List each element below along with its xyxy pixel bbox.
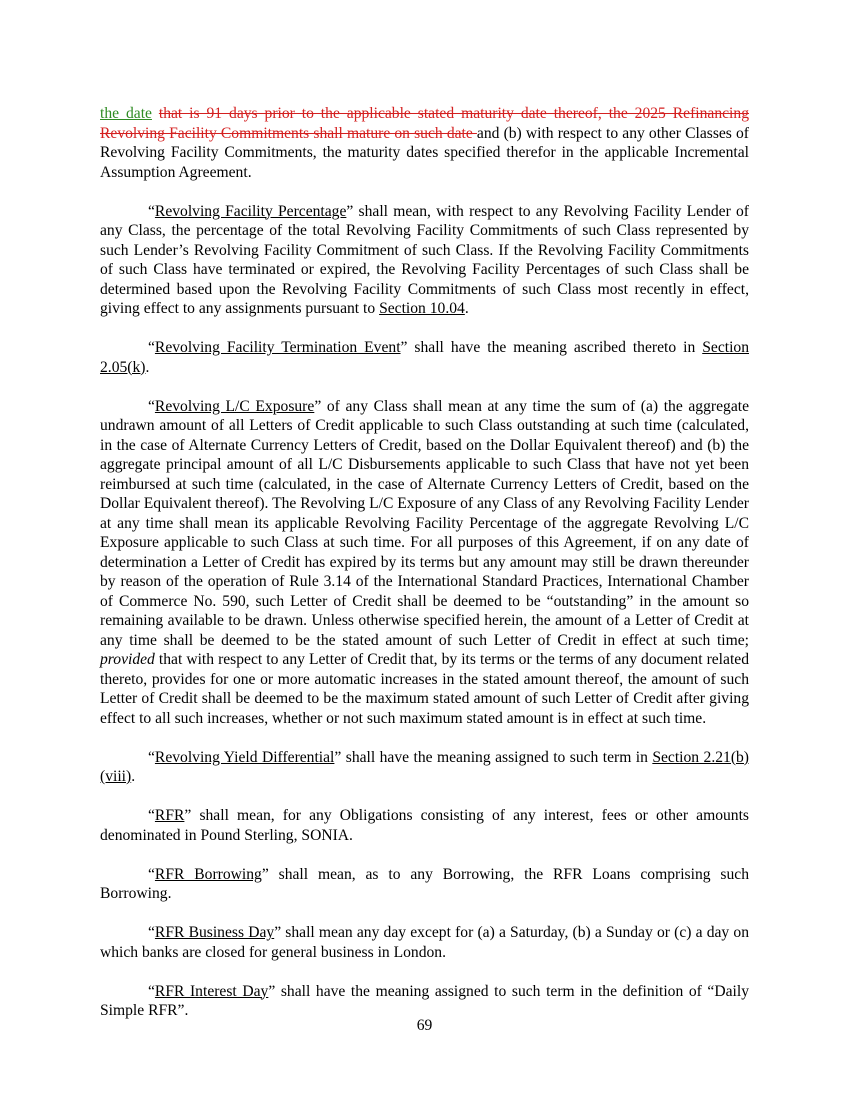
text-run: and (b) with respect to any other Classes of Revolving Facility Commitments, the maturity dates specified therefor in the applicable Incremental Assumption Agreement.	[100, 124, 749, 181]
underlined-term: Revolving Facility Percentage	[154, 202, 347, 220]
underlined-term: RFR Interest Day	[154, 982, 269, 1000]
underlined-term: RFR Borrowing	[154, 865, 262, 883]
definition-revolving-facility-percentage	[100, 202, 749, 319]
text-run: .	[464, 300, 469, 317]
underlined-term: Revolving L/C Exposure	[154, 397, 315, 415]
text-run: .	[131, 768, 136, 785]
text-run: “	[148, 748, 155, 766]
text-run: ” shall have the meaning assigned to such term in	[334, 748, 653, 766]
text-run: “	[148, 339, 155, 356]
definition-revolving-lc-exposure	[100, 397, 749, 729]
definition-revolving-yield-differential	[100, 748, 749, 787]
document-page	[100, 104, 749, 1040]
underlined-term: Section 2.21(b)(viii)	[100, 748, 749, 785]
definition-rfr-borrowing	[100, 865, 749, 904]
paragraph-maturity-date-continuation	[100, 104, 749, 182]
text-run: ” shall have the meaning assigned to such term in the definition of “Daily Simple RFR”.	[100, 982, 749, 1019]
underlined-term: RFR	[154, 807, 185, 824]
text-run: ” shall mean, for any Obligations consisting of any interest, fees or other amounts denominated in Pound Sterling, SONIA.	[100, 807, 749, 844]
text-run: ” of any Class shall mean at any time the sum of (a) the aggregate undrawn amount of all Letters of Credit applicable to such Class outstanding at such time (calculated, in the case of Alternate Currency Letters of Credit, based on the Dollar Equivalent thereof) and (b) the aggregate principal amount of all L/C Disbursements applicable to such Class that have not yet been reimbursed at such time (calculated, in the case of Alternate Currency Letters of Credit, based on the Dollar Equivalent thereof). The Revolving L/C Exposure of any Class of any Revolving Facility Lender at any time shall mean its applicable Revolving Facility Percentage of the aggregate Revolving L/C Exposure applicable to such Class at such time. For all purposes of this Agreement, if on any date of determination a Letter of Credit has expired by its terms but any amount may still be drawn thereunder by reason of the operation of Rule 3.14 of the International Standard Practices, International Chamber of Commerce No. 590, such Letter of Credit shall be deemed to be “outstanding” in the amount so remaining available to be drawn. Unless otherwise specified herein, the amount of a Letter of Credit at any time shall be deemed to be the stated amount of such Letter of Credit in effect at such time;	[100, 397, 749, 649]
underlined-term: Revolving Facility Termination Event	[154, 339, 401, 356]
page-number: 69	[416, 1017, 433, 1034]
text-run	[152, 105, 159, 122]
underlined-term: Section 10.04	[379, 300, 465, 317]
underlined-term: Section 2.05(k)	[100, 339, 749, 376]
definition-rfr-business-day	[100, 923, 749, 962]
text-run: “	[148, 982, 155, 1000]
definition-revolving-facility-termination-event	[100, 338, 749, 377]
italic-text: provided	[100, 651, 155, 668]
text-run: ” shall mean, with respect to any Revolving Facility Lender of any Class, the percentage of the total Revolving Facility Commitments of such Class represented by such Lender’s Revolving Facility Commitment of such Class. If the Revolving Facility Commitments of such Class have terminated or expired, the Revolving Facility Percentages of such Class shall be determined based upon the Revolving Facility Commitments of such Class most recently in effect, giving effect to any assignments pursuant to	[100, 202, 749, 317]
text-run: .	[145, 358, 150, 376]
text-run: ” shall have the meaning ascribed thereto in	[400, 339, 703, 356]
text-run: “	[148, 924, 155, 941]
definition-rfr-interest-day	[100, 982, 749, 1021]
text-run: “	[148, 397, 155, 415]
inserted-text: the date	[100, 105, 152, 122]
text-run: “	[148, 865, 155, 883]
text-run: “	[148, 202, 155, 220]
text-run: “	[148, 807, 155, 824]
underlined-term: Revolving Yield Differential	[154, 748, 335, 766]
text-run: ” shall mean, as to any Borrowing, the RFR Loans comprising such Borrowing.	[100, 865, 749, 902]
deleted-text: that is 91 days prior to the applicable stated maturity date thereof, the 2025 Refinancing Revolving Facility Commitments shall mature on such date	[100, 105, 749, 142]
definition-rfr	[100, 806, 749, 845]
text-run: ” shall mean any day except for (a) a Saturday, (b) a Sunday or (c) a day on which banks are closed for general business in London.	[100, 924, 749, 961]
underlined-term: RFR Business Day	[154, 924, 275, 941]
text-run: that with respect to any Letter of Credit that, by its terms or the terms of any document related thereto, provides for one or more automatic increases in the stated amount thereof, the amount of such Letter of Credit shall be deemed to be the maximum stated amount of such Letter of Credit after giving effect to all such increases, whether or not such maximum stated amount is in effect at such time.	[100, 651, 749, 727]
